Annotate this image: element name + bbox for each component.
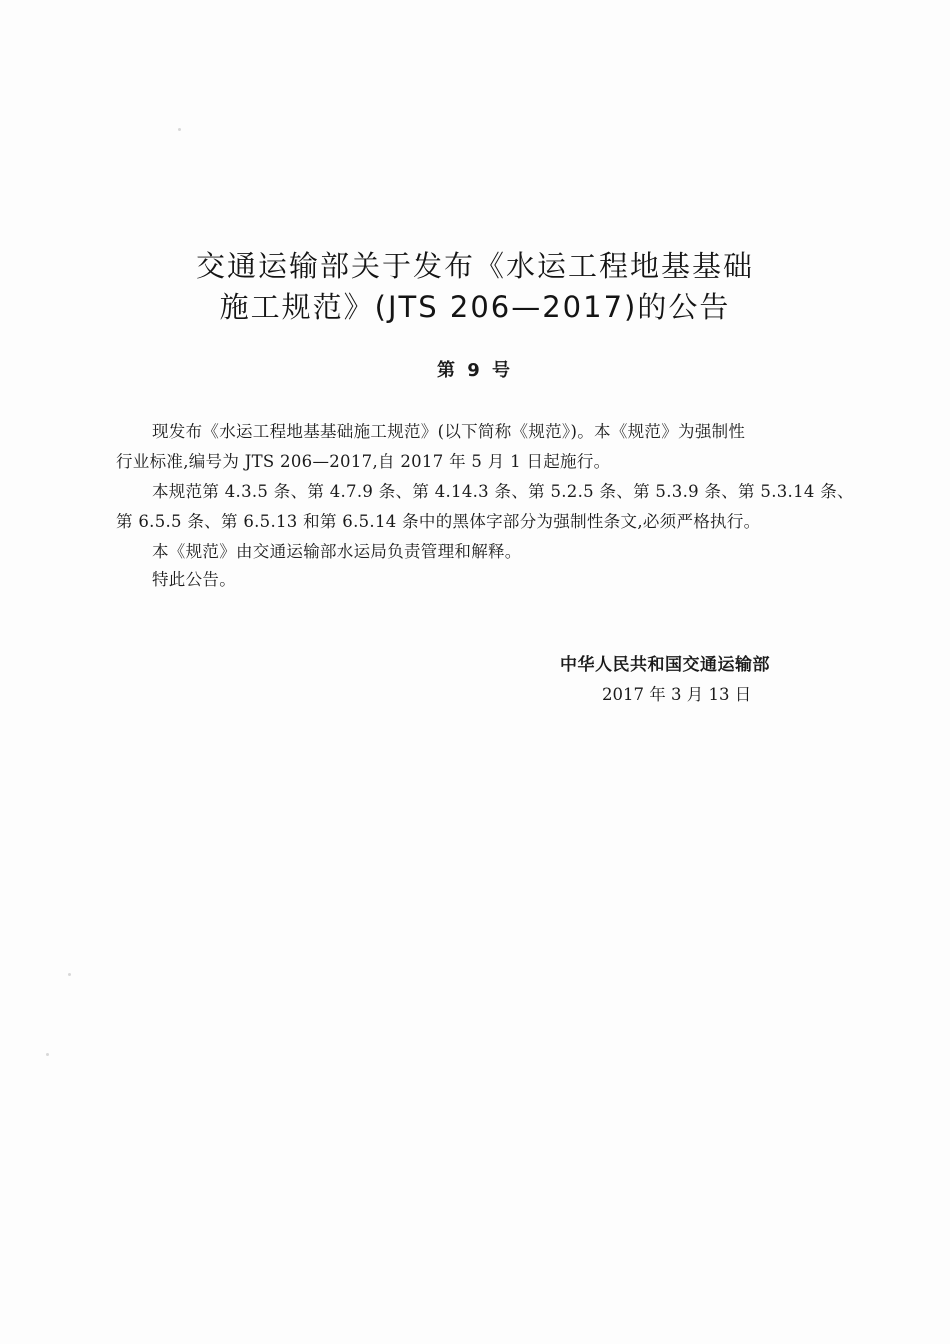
issue-date: 2017 年 3 月 13 日 — [602, 685, 752, 704]
paragraph-2-line-1: 本规范第 4.3.5 条、第 4.7.9 条、第 4.14.3 条、第 5.2.5 条、第 5.3.9 条、第 5.3.14 条、 — [152, 482, 854, 501]
issuer-signature: 中华人民共和国交通运输部 — [560, 655, 770, 675]
scan-speck — [46, 1053, 49, 1056]
announcement-title-line-1: 交通运输部关于发布《水运工程地基基础 — [195, 249, 754, 283]
paragraph-4: 特此公告。 — [152, 570, 236, 589]
scan-speck — [68, 973, 71, 976]
paragraph-3: 本《规范》由交通运输部水运局负责管理和解释。 — [152, 542, 522, 561]
scan-speck — [178, 128, 181, 131]
announcement-title-line-2: 施工规范》(JTS 206—2017)的公告 — [219, 290, 731, 324]
paragraph-1-line-2: 行业标准,编号为 JTS 206—2017,自 2017 年 5 月 1 日起施行。 — [116, 452, 611, 471]
paragraph-2-line-2: 第 6.5.5 条、第 6.5.13 和第 6.5.14 条中的黑体字部分为强制性条文,必须严格执行。 — [116, 512, 761, 531]
paragraph-1-line-1: 现发布《水运工程地基基础施工规范》(以下简称《规范》)。本《规范》为强制性 — [152, 422, 746, 441]
announcement-number: 第 9 号 — [436, 360, 514, 381]
